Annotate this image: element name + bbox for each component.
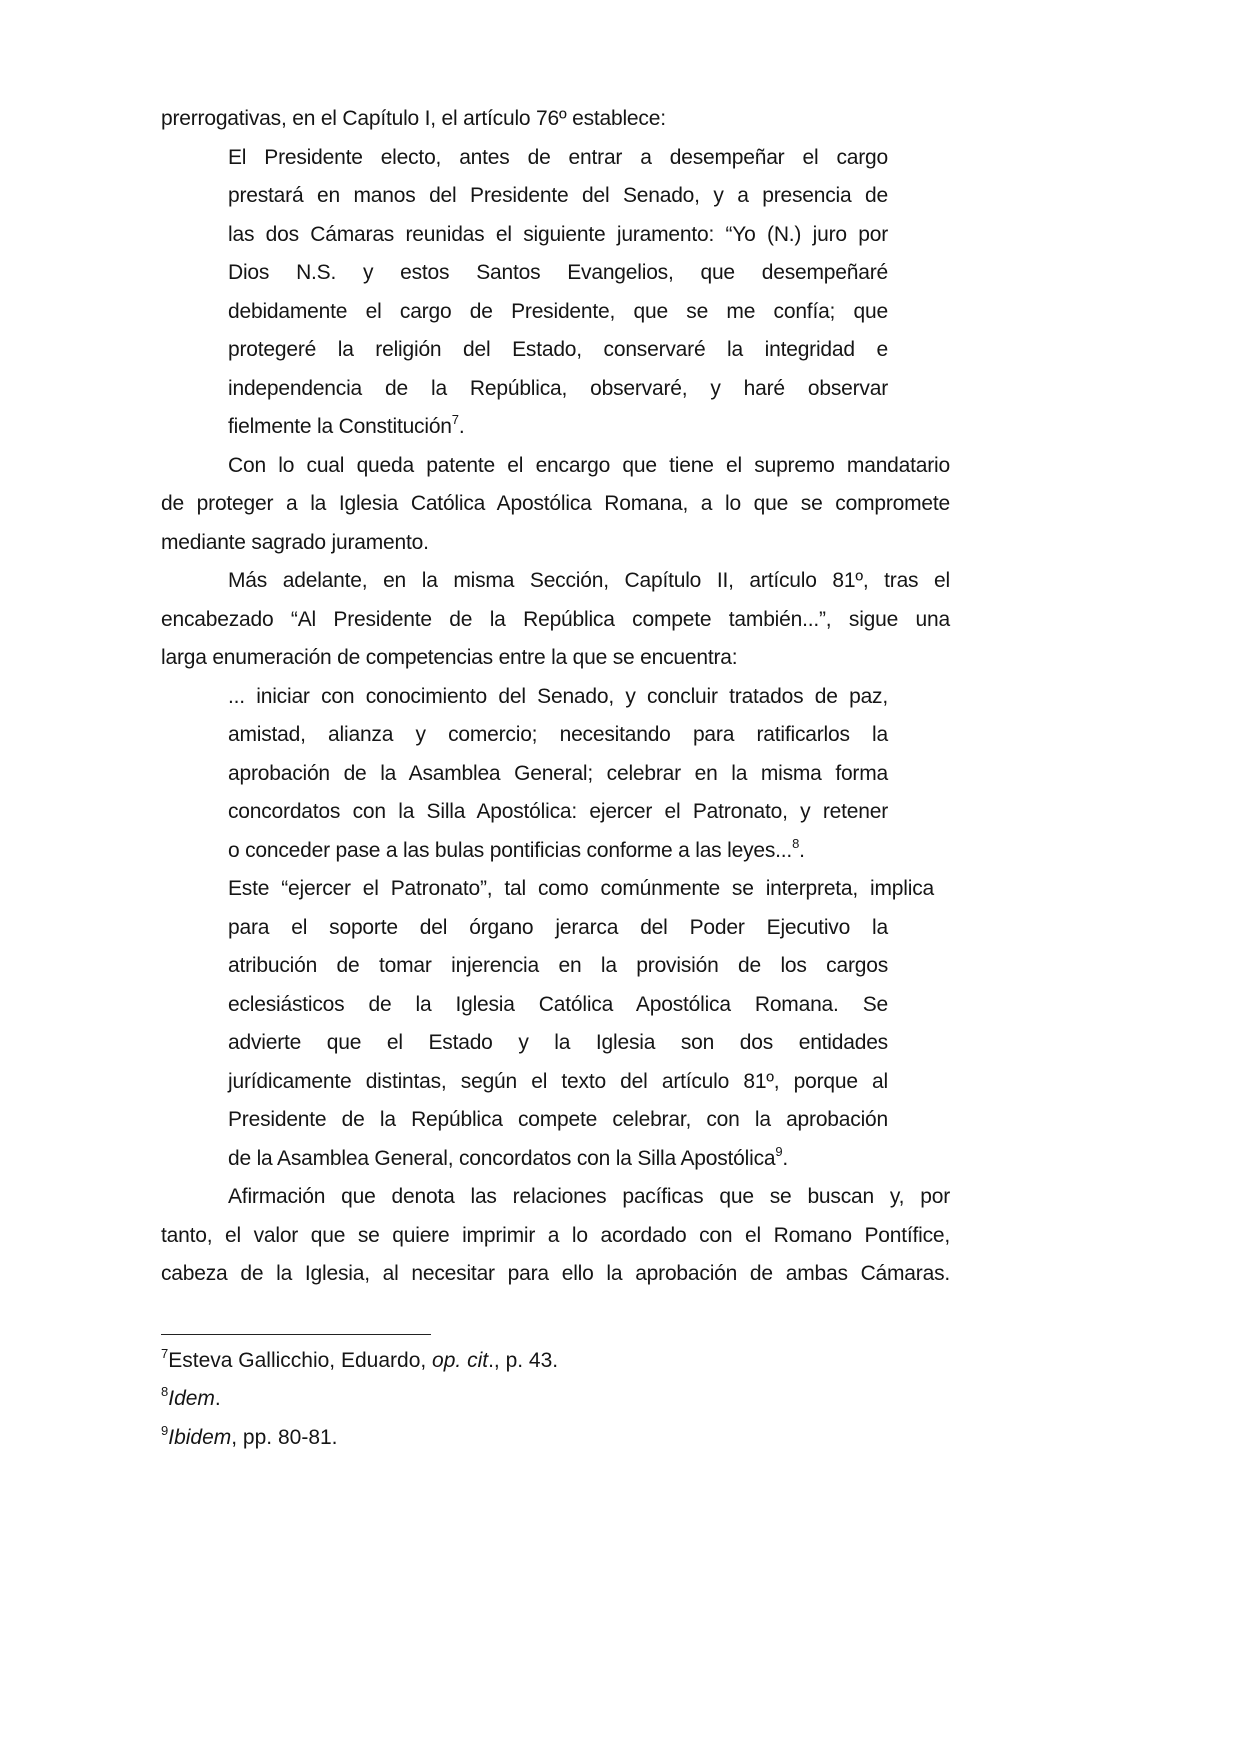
text: o conceder pase a las bulas pontificias conforme a las leyes... [228,839,793,862]
quote-line [228,952,888,980]
text: El Presidente electo, antes de entrar a desempeñar el cargo [228,146,888,169]
text: eclesiásticos de la Iglesia Católica Apostólica Romana. Se [228,993,888,1016]
footnote-ref-9[interactable]: 9 [775,1144,783,1159]
footnote-ref-7[interactable]: 7 [451,412,459,427]
footnote-italic: Idem [168,1387,215,1410]
text: de proteger a la Iglesia Católica Apostólica Romana, a lo que se compromete [161,492,950,515]
quote-line [228,182,888,210]
text: para el soporte del órgano jerarca del Poder Ejecutivo la [228,916,888,939]
text: independencia de la República, observaré, y haré observar [228,377,888,400]
footnote-text: Esteva Gallicchio, Eduardo, [168,1349,433,1372]
quote-line [228,144,888,172]
body-line [161,105,950,133]
quote-line [228,875,934,903]
text: . [458,415,465,438]
text: protegeré la religión del Estado, conservaré la integridad e [228,338,888,361]
footnote-text: . [214,1387,221,1410]
footnote-number: 7 [161,1346,169,1361]
quote-line [228,221,888,249]
footnote-number: 9 [161,1423,169,1438]
body-line [228,452,950,480]
text: Presidente de la República compete celebrar, con la aprobación [228,1108,888,1131]
text: ... iniciar con conocimiento del Senado, y concluir tratados de paz, [228,685,888,708]
body-line [161,529,950,557]
body-line [161,1222,950,1250]
text: mediante sagrado juramento. [161,531,429,554]
quote-line [228,914,888,942]
quote-line [228,298,888,326]
footnote-number: 8 [161,1384,169,1399]
quote-line [228,1106,888,1134]
text: debidamente el cargo de Presidente, que se me confía; que [228,300,888,323]
quote-line [228,259,888,287]
quote-line [228,837,888,865]
text: jurídicamente distintas, según el texto del artículo 81º, porque al [228,1070,888,1093]
text: advierte que el Estado y la Iglesia son dos entidades [228,1031,888,1054]
quote-line [228,1068,888,1096]
quote-line [228,1029,888,1057]
quote-line [228,760,888,788]
text: Con lo cual queda patente el encargo que tiene el supremo mandatario [228,454,950,477]
footnote-text: , pp. 80-81. [231,1426,338,1449]
body-line [161,1260,950,1288]
text: concordatos con la Silla Apostólica: ejercer el Patronato, y retener [228,800,888,823]
text: atribución de tomar injerencia en la provisión de los cargos [228,954,888,977]
text: cabeza de la Iglesia, al necesitar para ello la aprobación de ambas Cámaras. [161,1262,950,1285]
text: Dios N.S. y estos Santos Evangelios, que desempeñaré [228,261,888,284]
footnote-italic: op. cit [432,1349,489,1372]
text: prerrogativas, en el Capítulo I, el artículo 76º establece: [161,107,666,130]
body-line [161,644,950,672]
text: las dos Cámaras reunidas el siguiente juramento: “Yo (N.) juro por [228,223,888,246]
text: Este “ejercer el Patronato”, tal como comúnmente se interpreta, implica [228,877,934,900]
text: aprobación de la Asamblea General; celebrar en la misma forma [228,762,888,785]
text: de la Asamblea General, concordatos con la Silla Apostólica [228,1147,776,1170]
quote-line [228,798,888,826]
body-line [161,606,950,634]
body-line [228,1183,950,1211]
quote-line [228,375,888,403]
footnote-ref-8[interactable]: 8 [792,836,800,851]
footnote-8 [161,1385,221,1413]
text: larga enumeración de competencias entre la que se encuentra: [161,646,738,669]
footnote-7 [161,1347,558,1375]
footnote-italic: Ibidem [168,1426,232,1449]
quote-line [228,336,888,364]
body-line [228,567,950,595]
footnote-9 [161,1424,338,1452]
footnote-text: ., p. 43. [488,1349,559,1372]
text: Más adelante, en la misma Sección, Capítulo II, artículo 81º, tras el [228,569,950,592]
text: encabezado “Al Presidente de la República compete también...”, sigue una [161,608,950,631]
text: fielmente la Constitución [228,415,452,438]
text: . [782,1147,789,1170]
quote-line [228,413,888,441]
body-line [161,490,950,518]
text: tanto, el valor que se quiere imprimir a lo acordado con el Romano Pontífice, [161,1224,950,1247]
text: prestará en manos del Presidente del Senado, y a presencia de [228,184,888,207]
quote-line [228,683,888,711]
quote-line [228,991,888,1019]
quote-line [228,1145,888,1173]
footnote-separator [161,1334,431,1335]
quote-line [228,721,888,749]
text: Afirmación que denota las relaciones pacíficas que se buscan y, por [228,1185,950,1208]
text: amistad, alianza y comercio; necesitando para ratificarlos la [228,723,888,746]
text: . [799,839,805,862]
